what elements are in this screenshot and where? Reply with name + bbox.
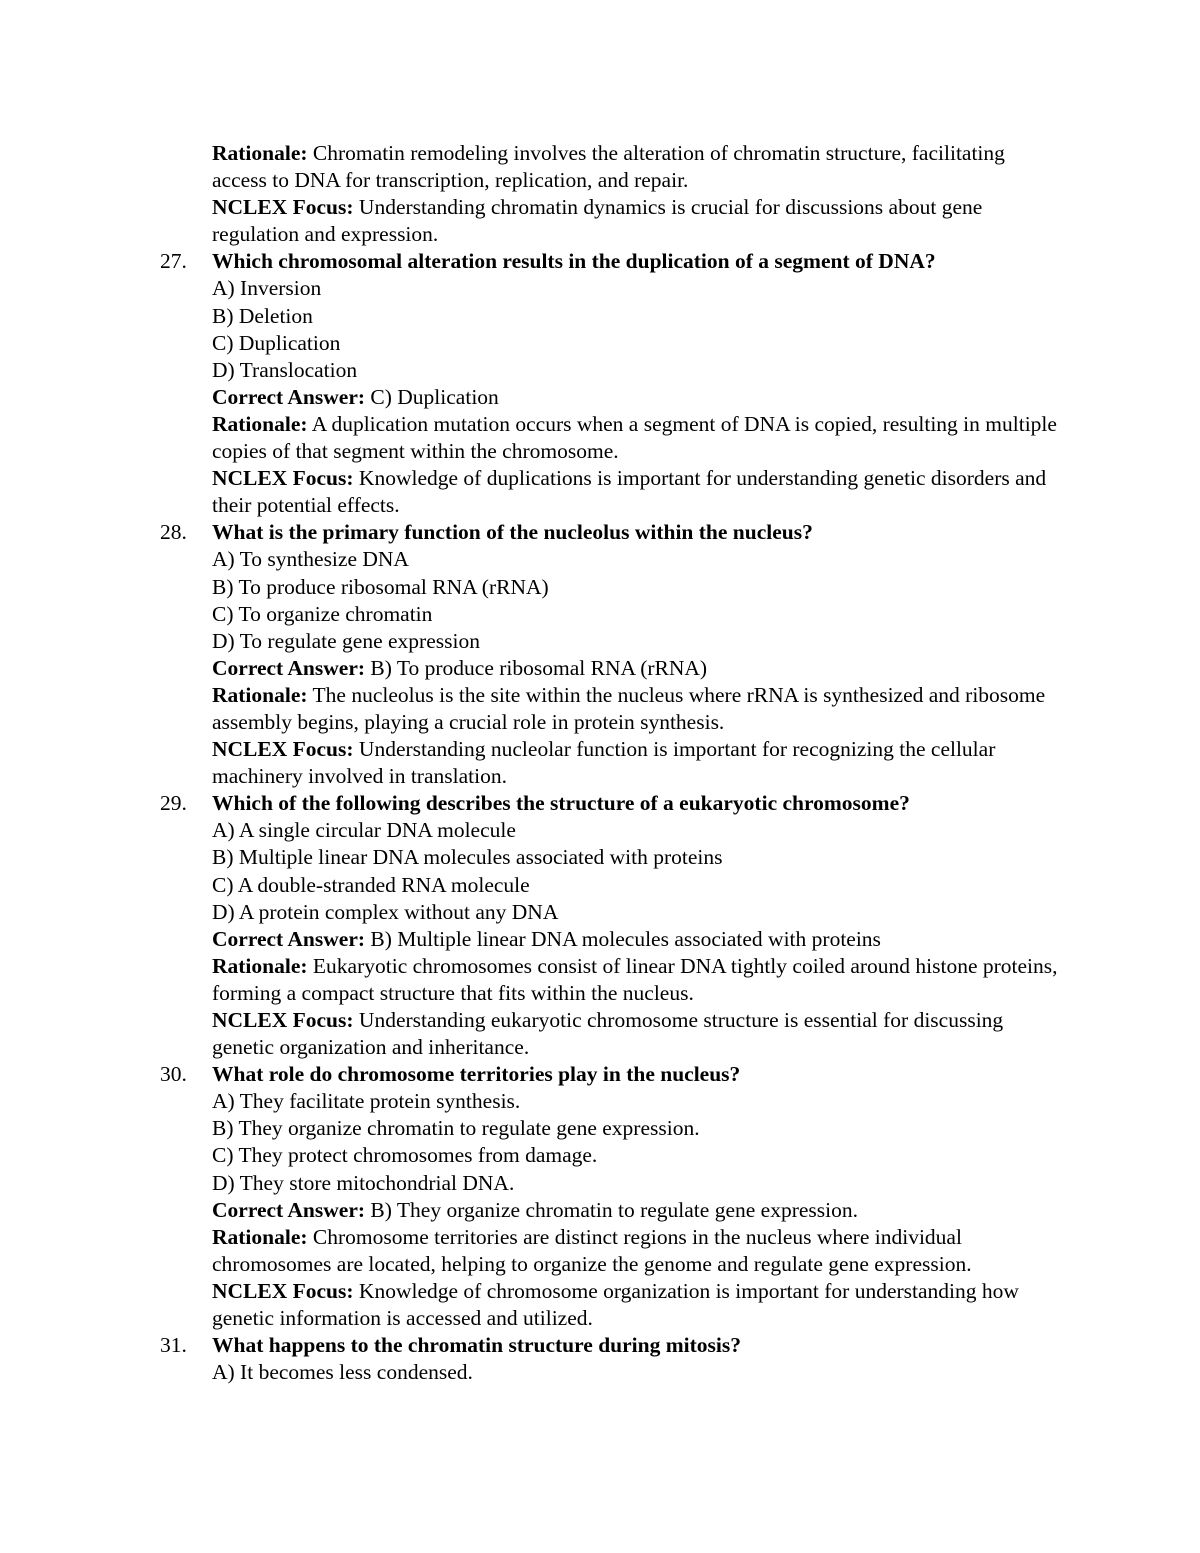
answer-option: C) They protect chromosomes from damage. xyxy=(212,1143,598,1168)
rationale-paragraph xyxy=(212,953,1062,1007)
nclex-focus-label: NCLEX Focus: xyxy=(212,1008,354,1032)
nclex-focus-text: Knowledge of chromosome organization is important for understanding how genetic information is accessed and utilized. xyxy=(212,1278,1019,1331)
rationale-text: Chromosome territories are distinct regions in the nucleus where individual chromosomes are located, helping to organize the genome and regulate gene expression. xyxy=(212,1224,972,1276)
answer-option: C) To organize chromatin xyxy=(212,601,433,626)
rationale-paragraph xyxy=(212,682,1062,736)
rationale-label: Rationale: xyxy=(212,953,308,978)
nclex-focus-paragraph xyxy=(212,1007,1062,1061)
correct-answer-text: B) Multiple linear DNA molecules associated with proteins xyxy=(365,926,881,951)
rationale-paragraph xyxy=(212,411,1062,465)
question-text: What happens to the chromatin structure during mitosis? xyxy=(212,1333,741,1358)
rationale-label: Rationale: xyxy=(212,411,308,436)
correct-answer xyxy=(212,926,1080,953)
correct-answer-label: Correct Answer: xyxy=(212,926,366,951)
question-block xyxy=(160,519,1080,790)
question-body xyxy=(160,546,1080,790)
question-body xyxy=(160,1359,1080,1386)
rationale-paragraph xyxy=(212,1224,1062,1278)
correct-answer-text: B) To produce ribosomal RNA (rRNA) xyxy=(365,655,708,680)
rationale-text: Eukaryotic chromosomes consist of linear DNA tightly coiled around histone proteins, forming a compact structure that fits within the nucleus. xyxy=(212,953,1058,1005)
continued-explanation xyxy=(160,140,1080,248)
nclex-focus-text: Understanding nucleolar function is important for recognizing the cellular machinery involved in translation. xyxy=(212,737,996,789)
question-text: Which chromosomal alteration results in the duplication of a segment of DNA? xyxy=(212,249,936,274)
question-number: 29. xyxy=(160,791,187,816)
question-body xyxy=(160,275,1080,519)
question-block xyxy=(160,1061,1080,1332)
answer-option: A) To synthesize DNA xyxy=(212,547,409,572)
answer-option: D) A protein complex without any DNA xyxy=(212,899,559,924)
answer-option: A) It becomes less condensed. xyxy=(212,1360,473,1385)
rationale-paragraph xyxy=(212,140,1062,194)
rationale-text: The nucleolus is the site within the nucleus where rRNA is synthesized and ribosome assembly begins, playing a crucial role in protein synthesis. xyxy=(212,682,1046,734)
nclex-focus-label: NCLEX Focus: xyxy=(212,1278,354,1303)
answer-option: D) Translocation xyxy=(212,357,358,382)
answer-option: A) A single circular DNA molecule xyxy=(212,818,516,843)
correct-answer-text: C) Duplication xyxy=(365,384,499,409)
question-text: What role do chromosome territories play in the nucleus? xyxy=(212,1062,741,1087)
rationale-text: Chromatin remodeling involves the alteration of chromatin structure, facilitating access to DNA for transcription, replication, and repair. xyxy=(212,141,1005,193)
answer-option: C) Duplication xyxy=(212,330,341,355)
nclex-focus-text: Understanding eukaryotic chromosome structure is essential for discussing genetic organization and inheritance. xyxy=(212,1008,1004,1060)
correct-answer xyxy=(212,655,1080,682)
answer-option: B) Multiple linear DNA molecules associated with proteins xyxy=(212,845,723,870)
question-block xyxy=(160,790,1080,1061)
page-content xyxy=(160,140,1080,1386)
question-block xyxy=(160,248,1080,519)
answer-option: B) They organize chromatin to regulate gene expression. xyxy=(212,1116,700,1141)
question-text: Which of the following describes the structure of a eukaryotic chromosome? xyxy=(212,791,910,816)
answer-option: D) To regulate gene expression xyxy=(212,628,480,653)
rationale-label: Rationale: xyxy=(212,682,308,707)
answer-option: A) Inversion xyxy=(212,276,322,301)
nclex-focus-paragraph xyxy=(212,1278,1062,1332)
correct-answer-label: Correct Answer: xyxy=(212,1197,366,1222)
question-heading xyxy=(160,519,1080,546)
question-number: 28. xyxy=(160,520,187,545)
nclex-focus-paragraph xyxy=(212,465,1062,519)
question-heading xyxy=(160,790,1080,817)
question-number: 27. xyxy=(160,249,187,274)
question-number: 31. xyxy=(160,1333,187,1358)
correct-answer-text: B) They organize chromatin to regulate gene expression. xyxy=(365,1197,858,1222)
answer-option: C) A double-stranded RNA molecule xyxy=(212,872,530,897)
correct-answer xyxy=(212,384,1080,411)
question-body xyxy=(160,817,1080,1061)
correct-answer-label: Correct Answer: xyxy=(212,655,366,680)
nclex-focus-label: NCLEX Focus: xyxy=(212,195,354,220)
question-number: 30. xyxy=(160,1062,187,1087)
rationale-text: A duplication mutation occurs when a segment of DNA is copied, resulting in multiple copies of that segment within the chromosome. xyxy=(212,411,1057,464)
question-heading xyxy=(160,248,1080,275)
question-block xyxy=(160,1332,1080,1386)
question-text: What is the primary function of the nucleolus within the nucleus? xyxy=(212,520,813,545)
nclex-focus-paragraph xyxy=(212,736,1062,790)
nclex-focus-text: Understanding chromatin dynamics is crucial for discussions about gene regulation and expression. xyxy=(212,195,983,247)
question-body xyxy=(160,1088,1080,1332)
nclex-focus-label: NCLEX Focus: xyxy=(212,737,354,762)
rationale-label: Rationale: xyxy=(212,141,308,165)
correct-answer-label: Correct Answer: xyxy=(212,384,366,409)
answer-option: A) They facilitate protein synthesis. xyxy=(212,1089,521,1114)
question-heading xyxy=(160,1332,1080,1359)
answer-option: D) They store mitochondrial DNA. xyxy=(212,1170,515,1195)
correct-answer xyxy=(212,1197,1080,1224)
answer-option: B) Deletion xyxy=(212,303,313,328)
question-heading xyxy=(160,1061,1080,1088)
rationale-label: Rationale: xyxy=(212,1224,308,1249)
nclex-focus-paragraph xyxy=(212,194,1062,248)
answer-option: B) To produce ribosomal RNA (rRNA) xyxy=(212,574,549,599)
nclex-focus-label: NCLEX Focus: xyxy=(212,466,354,491)
nclex-focus-text: Knowledge of duplications is important for understanding genetic disorders and their potential effects. xyxy=(212,466,1047,518)
